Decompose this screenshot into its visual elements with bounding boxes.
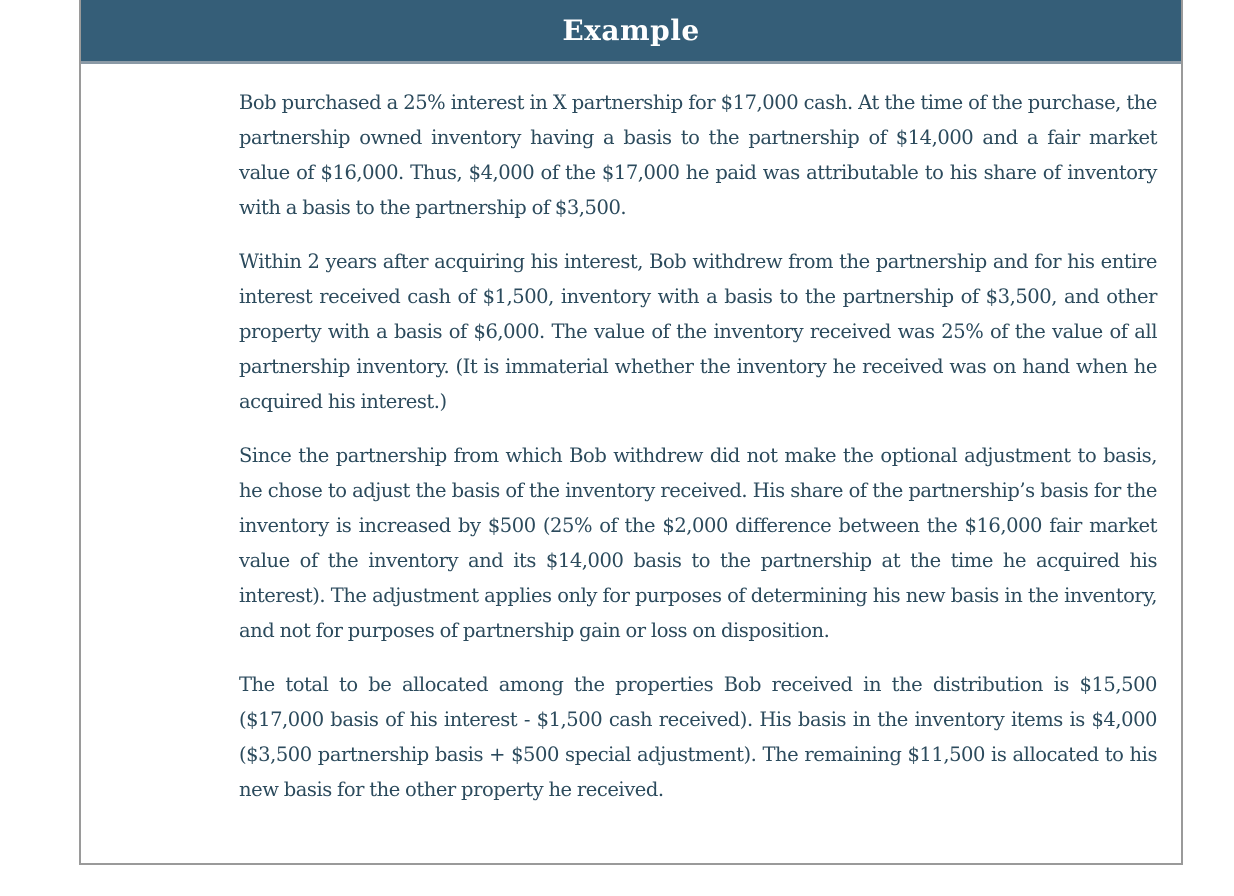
example-body bbox=[239, 85, 1157, 826]
paragraph-allocation: The total to be allocated among the properties Bob received in the distribution is $15,500 ($17,000 basis of his interest - $1,500 cash received). His basis in the inventory items is $4,000 ($3,500 partnership basis + $500 special adjustment). The remaining $11,500 is allocated to his new basis for the other property he received. bbox=[239, 673, 1157, 801]
paragraph-purchase: Bob purchased a 25% interest in X partnership for $17,000 cash. At the time of the purchase, the partnership owned inventory having a basis to the partnership of $14,000 and a fair market value of $16,000. Thus, $4,000 of the $17,000 he paid was attributable to his share of inventory with a basis to the partnership of $3,500. bbox=[239, 91, 1157, 219]
example-title: Example bbox=[562, 14, 700, 47]
example-header bbox=[81, 0, 1181, 64]
example-box bbox=[79, 0, 1183, 865]
paragraph-withdrawal: Within 2 years after acquiring his interest, Bob withdrew from the partnership and for his entire interest received cash of $1,500, inventory with a basis to the partnership of $3,500, and other property with a basis of $6,000. The value of the inventory received was 25% of the value of all partnership inventory. (It is immaterial whether the inventory he received was on hand when he acquired his interest.) bbox=[239, 250, 1157, 413]
paragraph-basis-adjustment: Since the partnership from which Bob withdrew did not make the optional adjustment to basis, he chose to adjust the basis of the inventory received. His share of the partnership’s basis for the inventory is increased by $500 (25% of the $2,000 difference between the $16,000 fair market value of the inventory and its $14,000 basis to the partnership at the time he acquired his interest). The adjustment applies only for purposes of determining his new basis in the inventory, and not for purposes of partnership gain or loss on disposition. bbox=[239, 444, 1157, 642]
